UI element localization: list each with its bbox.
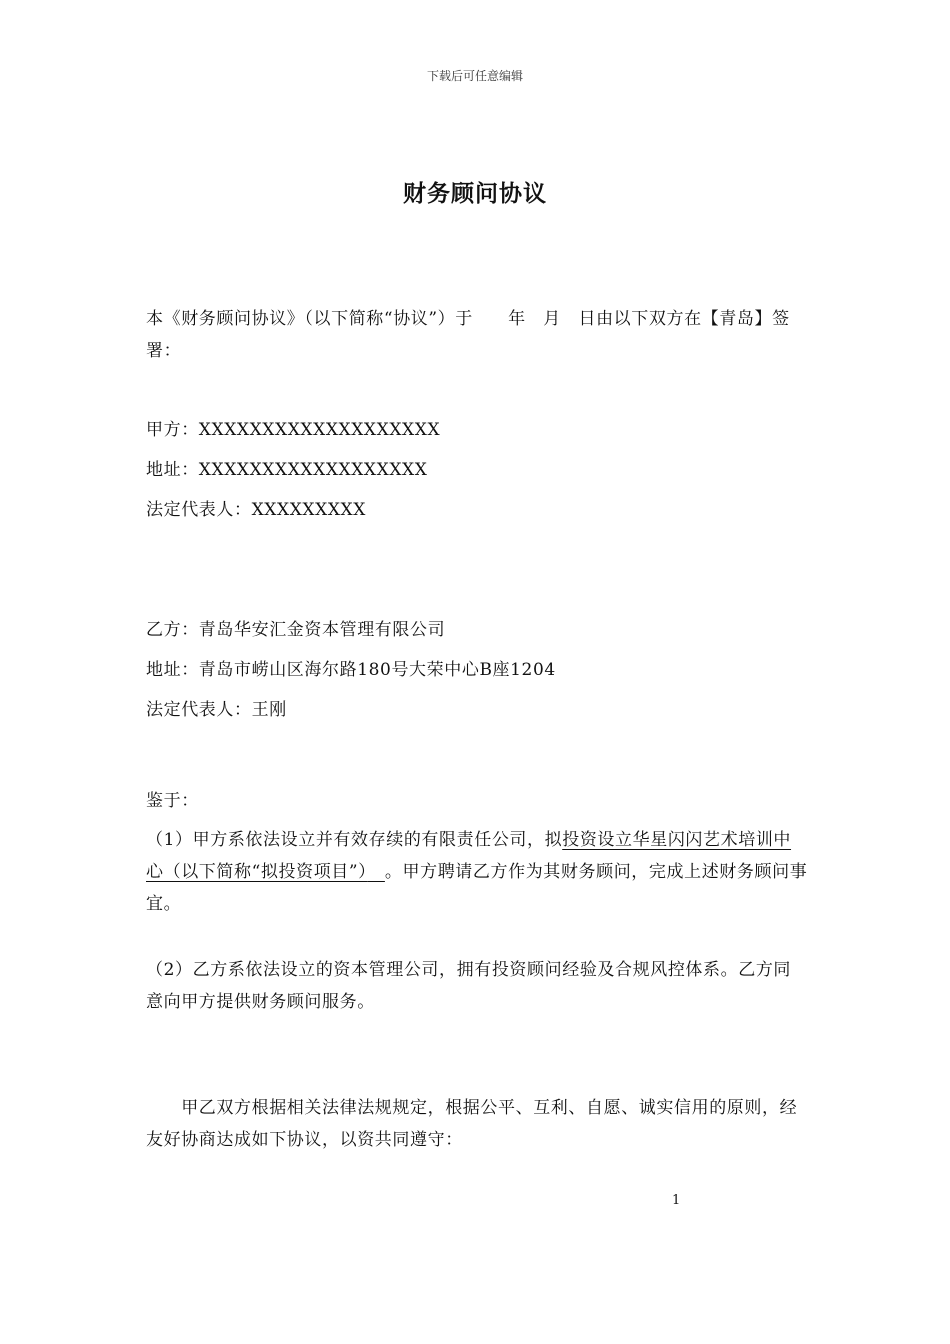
- page-header: 下载后可任意编辑: [426, 69, 523, 83]
- whereas-heading: 鉴于：: [146, 791, 199, 811]
- whereas-item-1: [146, 824, 808, 920]
- party-a-representative: 法定代表人：XXXXXXXXX: [146, 500, 366, 520]
- document-title: 财务顾问协议: [403, 180, 547, 207]
- investment-project-underlined: 投资设立华星闪闪艺术培训中心（以下简称“拟投资项目”）: [146, 830, 792, 882]
- whereas-item-2: （2）乙方系依法设立的资本管理公司，拥有投资顾问经验及合规风控体系。乙方同意向甲方提供财务顾问服务。: [146, 960, 792, 1012]
- party-b-representative: 法定代表人：王刚: [146, 700, 287, 720]
- intro-paragraph: 本《财务顾问协议》（以下简称“协议”）于 年 月 日由以下双方在【青岛】签署：: [146, 309, 790, 361]
- whereas-item-1-lead: （1）甲方系依法设立并有效存续的有限责任公司，拟: [146, 830, 563, 850]
- agreement-paragraph: 甲乙双方根据相关法律法规规定，根据公平、互利、自愿、诚实信用的原则，经友好协商达成如下协议，以资共同遵守：: [146, 1098, 798, 1150]
- party-a-address: 地址：XXXXXXXXXXXXXXXXXX: [146, 460, 428, 480]
- page-number: 1: [672, 1193, 681, 1208]
- whereas-item-1-tail: 。甲方聘请乙方作为其财务顾问，完成上述财务顾问事宜。: [146, 862, 808, 914]
- party-b-name: 乙方：青岛华安汇金资本管理有限公司: [146, 620, 446, 640]
- party-b-address: 地址：青岛市崂山区海尔路180号大荣中心B座1204: [146, 660, 556, 680]
- fill-blank: [367, 862, 385, 882]
- party-a-name: 甲方：XXXXXXXXXXXXXXXXXXX: [146, 420, 441, 440]
